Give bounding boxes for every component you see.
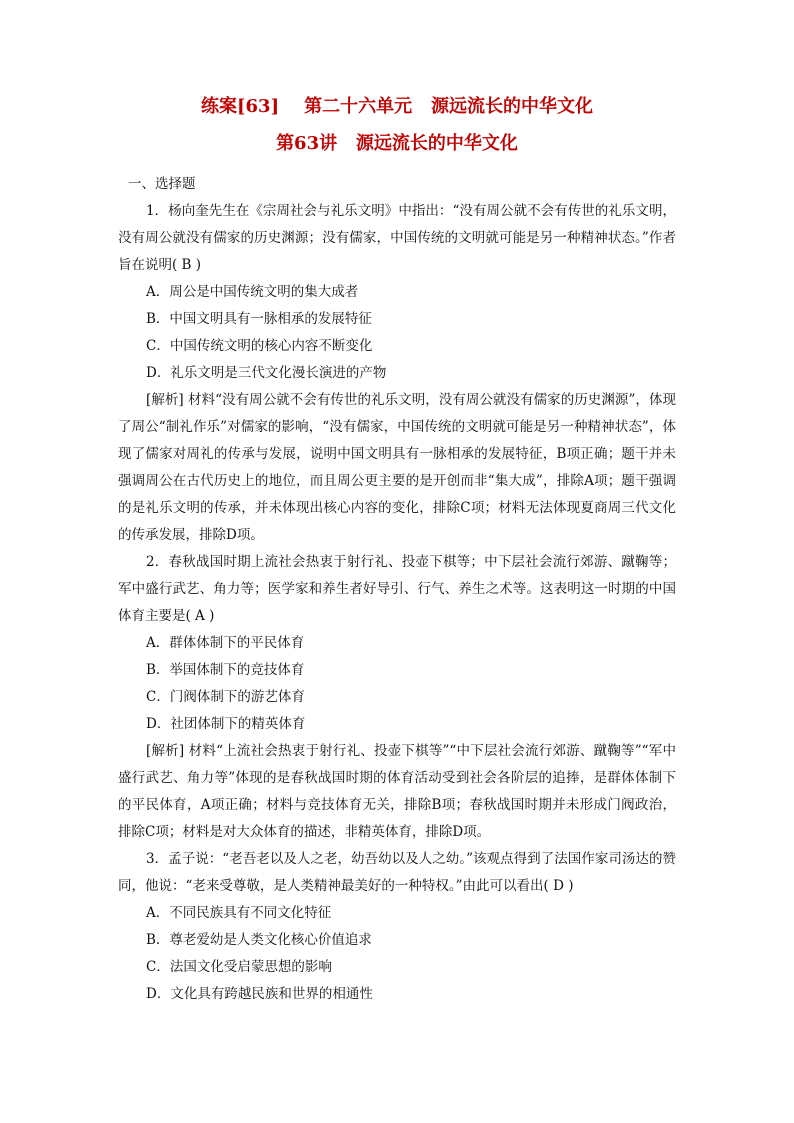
analysis-paragraph: [解析] 材料“没有周公就不会有传世的礼乐文明，没有周公就没有儒家的历史渊源”，体现了周公“制礼作乐”对儒家的影响，“没有儒家，中国传统的文明就可能是另一种精神状态”，体现了儒家对周礼的传承与发展，说明中国文明具有一脉相承的发展特征，B项正确；题干并未强调周公在古代历史上的地位，而且周公更主要的是开创而非“集大成”，排除A项；题干强调的是礼乐文明的传承，并未体现出核心内容的变化，排除C项；材料无法体现夏商周三代文化的传承发展，排除D项。: [118, 392, 676, 543]
question-stem: 3．孟子说：“老吾老以及人之老，幼吾幼以及人之幼。”该观点得到了法国作家司汤达的赞同，他说：“老来受尊敬，是人类精神最美好的一种特权。”由此可以看出( D ): [118, 851, 676, 894]
option-b: B．尊老爱幼是人类文化核心价值追求: [146, 932, 372, 948]
option-b: B．中国文明具有一脉相承的发展特征: [146, 311, 372, 327]
question-stem: 1．杨向奎先生在《宗周社会与礼乐文明》中指出：“没有周公就不会有传世的礼乐文明，没有周公就没有儒家的历史渊源；没有儒家，中国传统的文明就可能是另一种精神状态。”作者旨在说明( B ): [118, 203, 676, 273]
question-stem: 2．春秋战国时期上流社会热衷于射行礼、投壶下棋等；中下层社会流行郊游、蹴鞠等；军中盛行武艺、角力等；医学家和养生者好导引、行气、养生之术等。这表明这一时期的中国体育主要是( A ): [118, 554, 676, 624]
option-d: D．社团体制下的精英体育: [146, 716, 306, 732]
lesson-title: 第63讲 源远流长的中华文化: [276, 133, 518, 154]
option-d: D．礼乐文明是三代文化漫长演进的产物: [146, 365, 387, 381]
option-b: B．举国体制下的竞技体育: [146, 662, 305, 678]
document-body: [118, 171, 676, 1008]
option-c: C．中国传统文明的核心内容不断变化: [146, 338, 373, 354]
option-a: A．群体体制下的平民体育: [146, 635, 305, 651]
section-heading: 一、选择题: [128, 176, 196, 192]
unit-title: 练案[63] 第二十六单元 源远流长的中华文化: [201, 96, 593, 117]
option-a: A．不同民族具有不同文化特征: [146, 905, 332, 921]
option-c: C．法国文化受启蒙思想的影响: [146, 959, 332, 975]
option-a: A．周公是中国传统文明的集大成者: [146, 284, 359, 300]
question-3: [118, 846, 676, 1008]
option-c: C．门阀体制下的游艺体育: [146, 689, 305, 705]
question-1: [118, 198, 676, 549]
option-d: D．文化具有跨越民族和世界的相通性: [146, 986, 373, 1002]
question-2: [118, 549, 676, 846]
analysis-paragraph: [解析] 材料“上流社会热衷于射行礼、投壶下棋等”“中下层社会流行郊游、蹴鞠等”“军中盛行武艺、角力等”体现的是春秋战国时期的体育活动受到社会各阶层的追捧，是群体体制下的平民体育，A项正确；材料与竞技体育无关，排除B项；春秋战国时期并未形成门阀政治，排除C项；材料是对大众体育的描述，非精英体育，排除D项。: [118, 743, 676, 840]
